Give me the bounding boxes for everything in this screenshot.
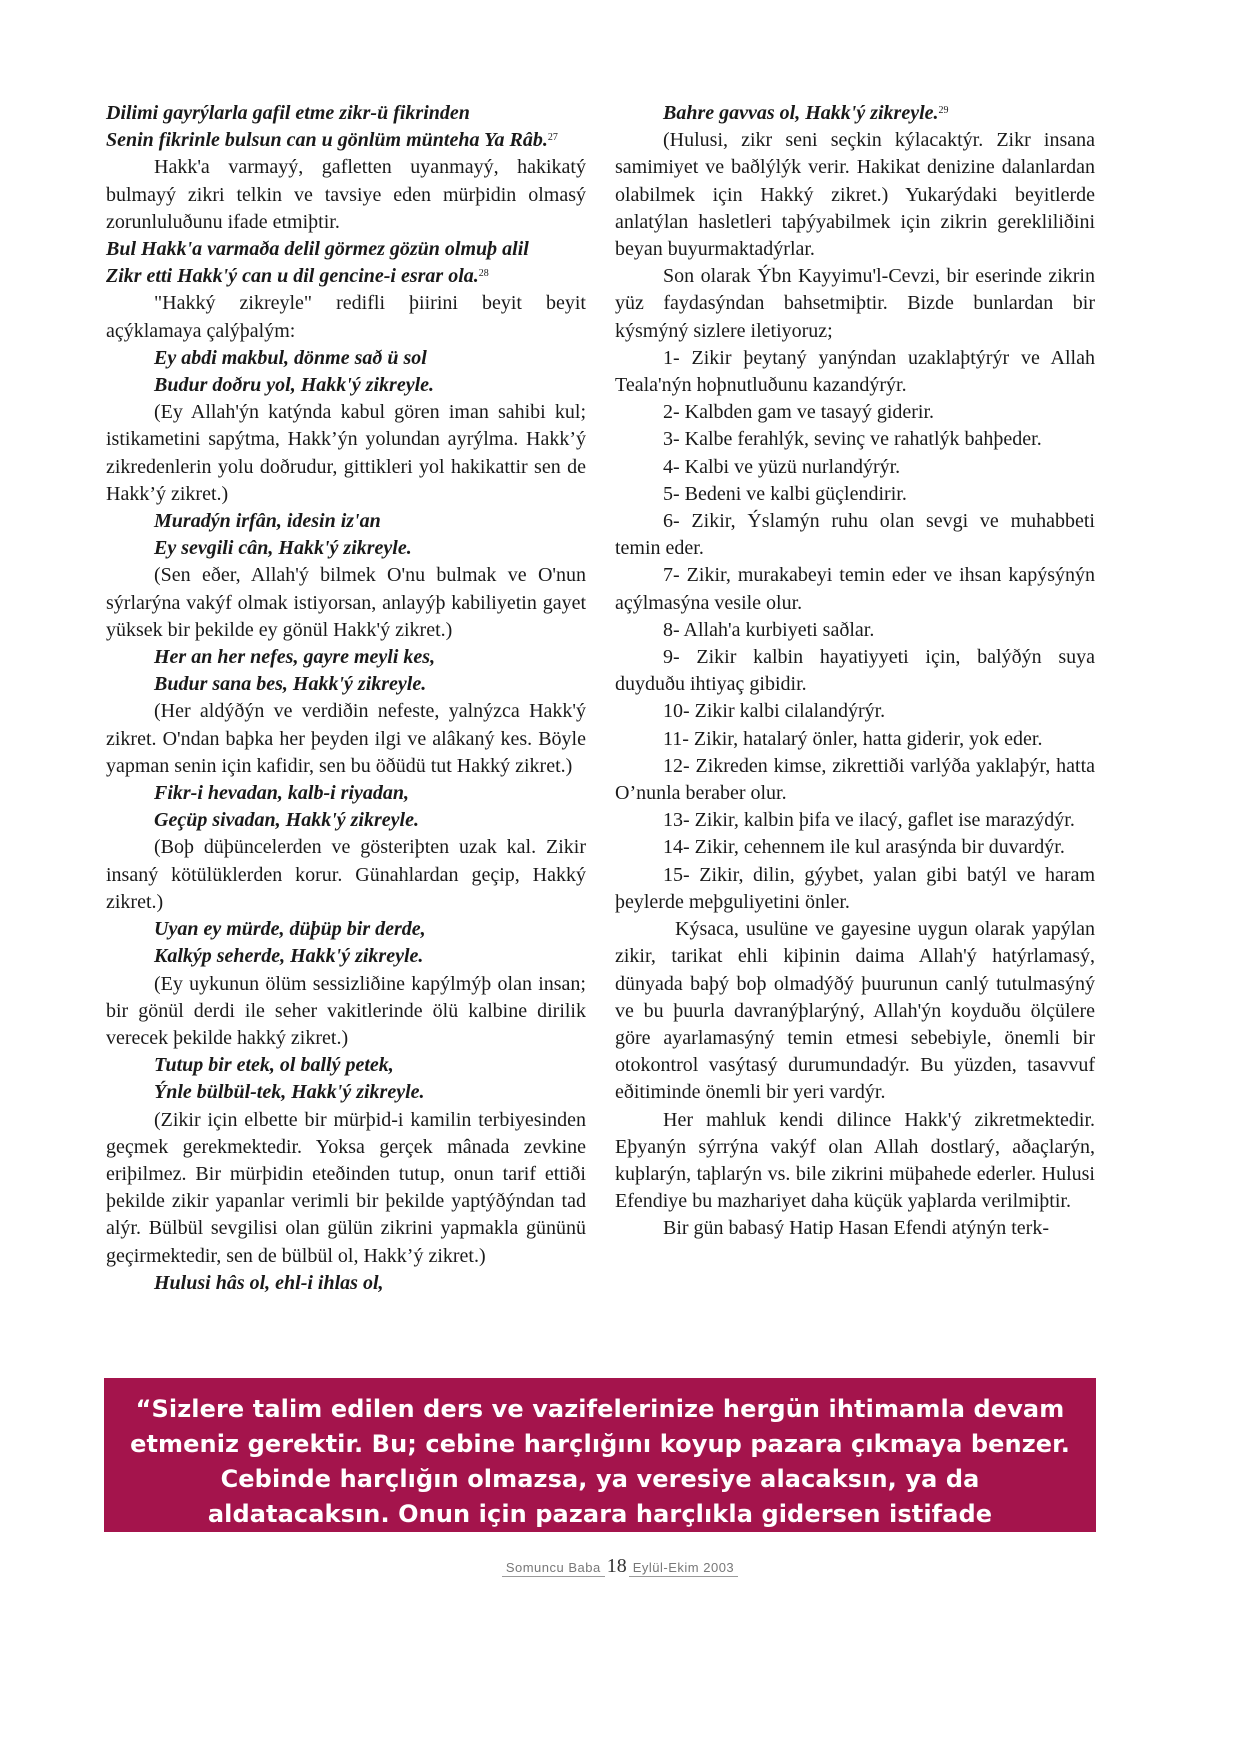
paragraph (106, 971, 586, 1053)
paragraph (106, 399, 586, 508)
text: Fikr-i hevadan, kalb-i riyadan, (154, 782, 410, 805)
verse-line (106, 943, 586, 970)
text: Kalkýp seherde, Hakk'ý zikreyle. (154, 945, 424, 968)
text: Hulusi hâs ol, ehl-i ihlas ol, (154, 1271, 384, 1294)
paragraph (615, 807, 1095, 834)
verse-line (106, 263, 586, 290)
verse-line (106, 372, 586, 399)
paragraph (615, 454, 1095, 481)
text: Son olarak Ýbn Kayyimu'l-Cevzi, bir eserinde zikrin yüz faydasýndan bahsetmiþtir. Bizde bunlardan bir kýsmýný sizlere iletiyoruz; (615, 265, 1095, 342)
verse-line (106, 644, 586, 671)
text: 1- Zikir þeytaný yanýndan uzaklaþtýrýr ve Allah Teala'nýn hoþnutluðunu kazandýrýr. (615, 346, 1095, 397)
quote-text (130, 1392, 1070, 1571)
paragraph (106, 562, 586, 644)
paragraph (106, 154, 586, 236)
text: 10- Zikir kalbi cilalandýrýr. (663, 700, 886, 723)
paragraph (615, 753, 1095, 807)
paragraph (615, 862, 1095, 916)
text: Hakk'a varmayý, gafletten uyanmayý, hakikatý bulmayý zikri telkin ve tavsiye eden mürþidin olmasý zorunluluðunu ifade etmiþtir. (106, 156, 586, 233)
paragraph (106, 834, 586, 916)
verse-line (106, 535, 586, 562)
paragraph (615, 345, 1095, 399)
text: 13- Zikir, kalbin þifa ve ilacý, gaflet ise marazýdýr. (663, 809, 1075, 832)
text: Ey sevgili cân, Hakk'ý zikreyle. (154, 537, 412, 560)
text: (Her aldýðýn ve verdiðin nefeste, yalnýzca Hakk'ý zikret. O'ndan baþka her þeyden ilgi ve alâkaný kes. Böyle yapman senin için kafidir, sen bu öðüdü tut Hakký zikret.) (106, 700, 586, 777)
text: Bir gün babasý Hatip Hasan Efendi atýnýn terk- (663, 1217, 1050, 1240)
text: Ýnle bülbül-tek, Hakk'ý zikreyle. (154, 1081, 425, 1104)
text: 2- Kalbden gam ve tasayý giderir. (663, 401, 935, 424)
paragraph (106, 698, 586, 780)
text: 6- Zikir, Ýslamýn ruhu olan sevgi ve muhabbeti temin eder. (615, 510, 1095, 560)
paragraph (615, 726, 1095, 753)
text: 12- Zikreden kimse, zikrettiði varlýða yaklaþýr, hatta O’nunla beraber olur. (615, 754, 1095, 805)
text: Her an her nefes, gayre meyli kes, (154, 646, 436, 669)
verse-line (615, 100, 1095, 127)
verse-line (106, 807, 586, 834)
paragraph (615, 698, 1095, 725)
verse-line (106, 916, 586, 943)
paragraph (615, 1215, 1095, 1242)
verse-line (106, 345, 586, 372)
footnote-ref: 28 (478, 268, 489, 280)
paragraph (615, 263, 1095, 345)
text: Tutup bir etek, ol ballý petek, (154, 1054, 394, 1077)
quote-author: (Es-Seyyid Osman Hulûsi Efendi) (551, 1546, 776, 1560)
paragraph (615, 127, 1095, 263)
verse-line (106, 1052, 586, 1079)
paragraph (615, 617, 1095, 644)
text: Ey abdi makbul, dönme sað ü sol (154, 346, 427, 369)
verse-line (106, 671, 586, 698)
text: Zikr etti Hakk'ý can u dil gencine-i esrar ola. (106, 265, 479, 288)
verse-line (106, 127, 586, 154)
paragraph (615, 562, 1095, 616)
verse-line (106, 1270, 586, 1297)
quote-box (104, 1378, 1096, 1563)
footnote-ref: 27 (547, 132, 558, 144)
paragraph (615, 916, 1095, 1106)
text: (Hulusi, zikr seni seçkin kýlacaktýr. Zikr insana samimiyet ve baðlýlýk verir. Hakikat denizine dalanlardan olabilmek için Hakký zikret.) Yukarýdaki beyitlerde anlatýlan hasletleri taþýyabilmek için zikrin gerekliliðini beyan buyurmaktadýrlar. (615, 129, 1095, 261)
text: (Ey uykunun ölüm sessizliðine kapýlmýþ olan insan; bir gönül derdi ile seher vakitlerinde ölü kalbine dirilik verecek þekilde hakký zikret.) (106, 972, 586, 1049)
text: Senin fikrinle bulsun can u gönlüm münteha Ya Râb. (106, 129, 548, 152)
text: Budur doðru yol, Hakk'ý zikreyle. (154, 374, 435, 397)
paragraph (615, 834, 1095, 861)
text: Dilimi gayrýlarla gafil etme zikr-ü fikrinden (106, 102, 470, 124)
text: 14- Zikir, cehennem ile kul arasýnda bir duvardýr. (663, 836, 1065, 859)
page-footer (0, 1555, 1240, 1578)
text: Budur sana bes, Hakk'ý zikreyle. (154, 673, 427, 696)
text: Muradýn irfân, idesin iz'an (154, 510, 381, 533)
paragraph (106, 290, 586, 344)
text: 9- Zikir kalbin hayatiyyeti için, balýðýn suya duyduðu ihtiyaç gibidir. (615, 646, 1095, 696)
page-number: 18 (606, 1555, 627, 1577)
text: 8- Allah'a kurbiyeti saðlar. (663, 618, 875, 641)
text: Her mahluk kendi dilince Hakk'ý zikretmektedir. Eþyanýn sýrrýna vakýf olan Allah dostlarý, aðaçlarýn, kuþlarýn, taþlarýn vs. bile zikrini müþahede ederler. Hulusi Efendiye bu mazhariyet daha küçük yaþlarda verilmiþtir. (615, 1108, 1095, 1213)
text: 4- Kalbi ve yüzü nurlandýrýr. (663, 455, 901, 478)
verse-line (106, 508, 586, 535)
text: 15- Zikir, dilin, gýybet, yalan gibi batýl ve haram þeylerde meþguliyetini önler. (615, 863, 1095, 913)
footnote-ref: 29 (938, 105, 949, 116)
text: Uyan ey mürde, düþüp bir derde, (154, 918, 426, 941)
text: (Zikir için elbette bir mürþid-i kamilin terbiyesinden geçmek gerekmektedir. Yoksa gerçek mânada zevkine eriþilmez. Bir mürþidin eteðinden tutup, onun tarif ettiði þekilde zikir yapanlar verimli bir þekilde yaptýðýndan tad alýr. Bülbül sevgilisi olan gülün zikrini yapmakla gününü geçirmektedir, sen de bülbül ol, Hakk’ý zikret.) (106, 1108, 586, 1267)
right-column (615, 100, 1095, 1243)
verse-line (106, 1079, 586, 1106)
verse-line (106, 780, 586, 807)
text: Geçüp sivadan, Hakk'ý zikreyle. (154, 809, 419, 832)
verse-line (106, 236, 586, 263)
text: 7- Zikir, murakabeyi temin eder ve ihsan kapýsýnýn açýlmasýna vesile olur. (615, 564, 1095, 614)
text: "Hakký zikreyle" redifli þiirini beyit beyit açýklamaya çalýþalým: (106, 292, 586, 342)
text: 11- Zikir, hatalarý önler, hatta giderir, yok eder. (663, 727, 1043, 750)
paragraph (615, 481, 1095, 508)
text: Bahre gavvas ol, Hakk'ý zikreyle. (663, 102, 939, 124)
issue-date: Eylül-Ekim 2003 (629, 1560, 738, 1577)
paragraph (106, 1107, 586, 1270)
text: 3- Kalbe ferahlýk, sevinç ve rahatlýk bahþeder. (663, 428, 1042, 451)
paragraph (615, 508, 1095, 562)
text: Kýsaca, usulüne ve gayesine uygun olarak yapýlan zikir, tarikat ehli kiþinin daima Allah'ý hatýrlamasý, dünyada baþý boþ olmadýðý þuurunun canlý tutulmasýný ve bu þuurla davranýþlarýný, Allah'ýn koyduðu ölçülere göre ayarlamasýný temin etmesi sebebiyle, önemli bir otokontrol vasýtasý durumundadýr. Bu yüzden, tasavvuf eðitiminde önemli bir yeri vardýr. (615, 918, 1095, 1104)
paragraph (615, 399, 1095, 426)
paragraph (615, 426, 1095, 453)
paragraph (615, 1107, 1095, 1216)
text: (Boþ düþüncelerden ve gösteriþten uzak kal. Zikir insaný kötülüklerden korur. Günahlardan geçip, Hakký zikret.) (106, 836, 586, 913)
text: (Ey Allah'ýn katýnda kabul gören iman sahibi kul; istikametini sapýtma, Hakk’ýn yolundan ayrýlma. Hakk’ý zikredenlerin yolu doðrudur, gittikleri yol hakikattir sen de Hakk’ý zikret.) (106, 401, 586, 505)
publication-name: Somuncu Baba (502, 1560, 605, 1577)
quote-body: “Sizlere talim edilen ders ve vazifelerinize hergün ihtimamla devam etmeniz gerektir. Bu; cebine harçlığını koyup pazara çıkmaya benzer. Cebinde harçlığın olmazsa, ya veresiye alacaksın, ya da aldatacaksın. Onun için pazara harçlıkla gidersen istifade edersin.” (130, 1395, 1070, 1563)
text: (Sen eðer, Allah'ý bilmek O'nu bulmak ve O'nun sýrlarýna vakýf olmak istiyorsan, anlayýþ kabiliyetin gayet yüksek bir þekilde ey gönül Hakk'ý zikret.) (106, 564, 586, 641)
paragraph (615, 644, 1095, 698)
text: Bul Hakk'a varmaða delil görmez gözün olmuþ alil (106, 238, 529, 261)
verse-line (106, 100, 586, 127)
text: 5- Bedeni ve kalbi güçlendirir. (663, 482, 907, 505)
left-column (106, 100, 586, 1297)
